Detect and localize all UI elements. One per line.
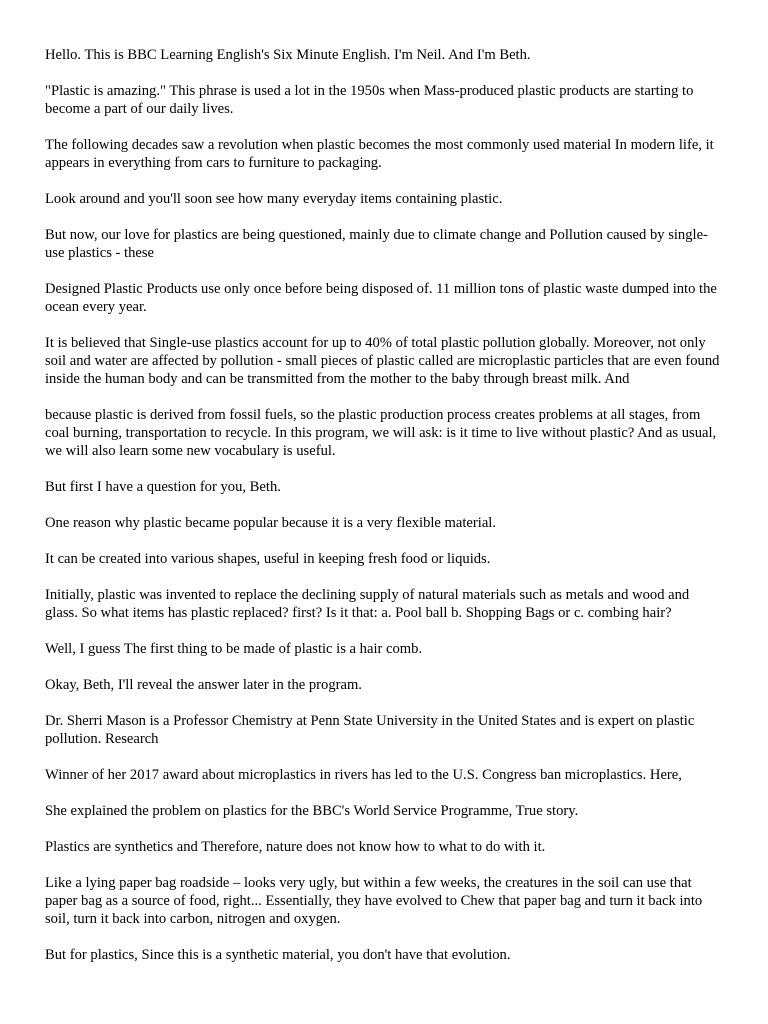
- paragraph-8: because plastic is derived from fossil fuels, so the plastic production process creates problems at all stages, from coal burning, transportation to recycle. In this program, we will ask: is it time to live without plastic? And as usual, we will also learn some new vocabulary is useful.: [45, 407, 717, 459]
- paragraph-7: It is believed that Single-use plastics account for up to 40% of total plastic pollution globally. Moreover, not only soil and water are affected by pollution - small pieces of plastic called are microplastic particles that are even found inside the human body and can be transmitted from the mother to the baby through breast milk. And: [45, 335, 720, 387]
- paragraph-20: But for plastics, Since this is a synthetic material, you don't have that evolution.: [45, 947, 511, 963]
- document-body: [45, 46, 723, 982]
- paragraph-19: Like a lying paper bag roadside – looks very ugly, but within a few weeks, the creatures in the soil can use that paper bag as a source of food, right... Essentially, they have evolved to Chew that paper bag and turn it back into soil, turn it back into carbon, nitrogen and oxygen.: [45, 875, 703, 927]
- paragraph-15: Dr. Sherri Mason is a Professor Chemistry at Penn State University in the United States and is expert on plastic pollution. Research: [45, 713, 695, 747]
- paragraph-18: Plastics are synthetics and Therefore, nature does not know how to what to do with it.: [45, 839, 546, 855]
- paragraph-17: She explained the problem on plastics for the BBC's World Service Programme, True story.: [45, 803, 579, 819]
- paragraph-2: "Plastic is amazing." This phrase is used a lot in the 1950s when Mass-produced plastic products are starting to become a part of our daily lives.: [45, 83, 694, 117]
- paragraph-16: Winner of her 2017 award about microplastics in rivers has led to the U.S. Congress ban microplastics. Here,: [45, 767, 682, 783]
- paragraph-4: Look around and you'll soon see how many everyday items containing plastic.: [45, 191, 503, 207]
- paragraph-3: The following decades saw a revolution when plastic becomes the most commonly used material In modern life, it appears in everything from cars to furniture to packaging.: [45, 137, 714, 171]
- paragraph-14: Okay, Beth, I'll reveal the answer later in the program.: [45, 677, 362, 693]
- paragraph-12: Initially, plastic was invented to replace the declining supply of natural materials such as metals and wood and glass. So what items has plastic replaced? first? Is it that: a. Pool ball b. Shopping Bags or c. combing hair?: [45, 587, 690, 621]
- paragraph-11: It can be created into various shapes, useful in keeping fresh food or liquids.: [45, 551, 491, 567]
- paragraph-13: Well, I guess The first thing to be made of plastic is a hair comb.: [45, 641, 423, 657]
- paragraph-10: One reason why plastic became popular because it is a very flexible material.: [45, 515, 497, 531]
- paragraph-1: Hello. This is BBC Learning English's Six Minute English. I'm Neil. And I'm Beth.: [45, 47, 531, 63]
- paragraph-5: But now, our love for plastics are being questioned, mainly due to climate change and Pollution caused by single-use plastics - these: [45, 227, 708, 261]
- paragraph-6: Designed Plastic Products use only once before being disposed of. 11 million tons of plastic waste dumped into the ocean every year.: [45, 281, 717, 315]
- paragraph-9: But first I have a question for you, Beth.: [45, 479, 281, 495]
